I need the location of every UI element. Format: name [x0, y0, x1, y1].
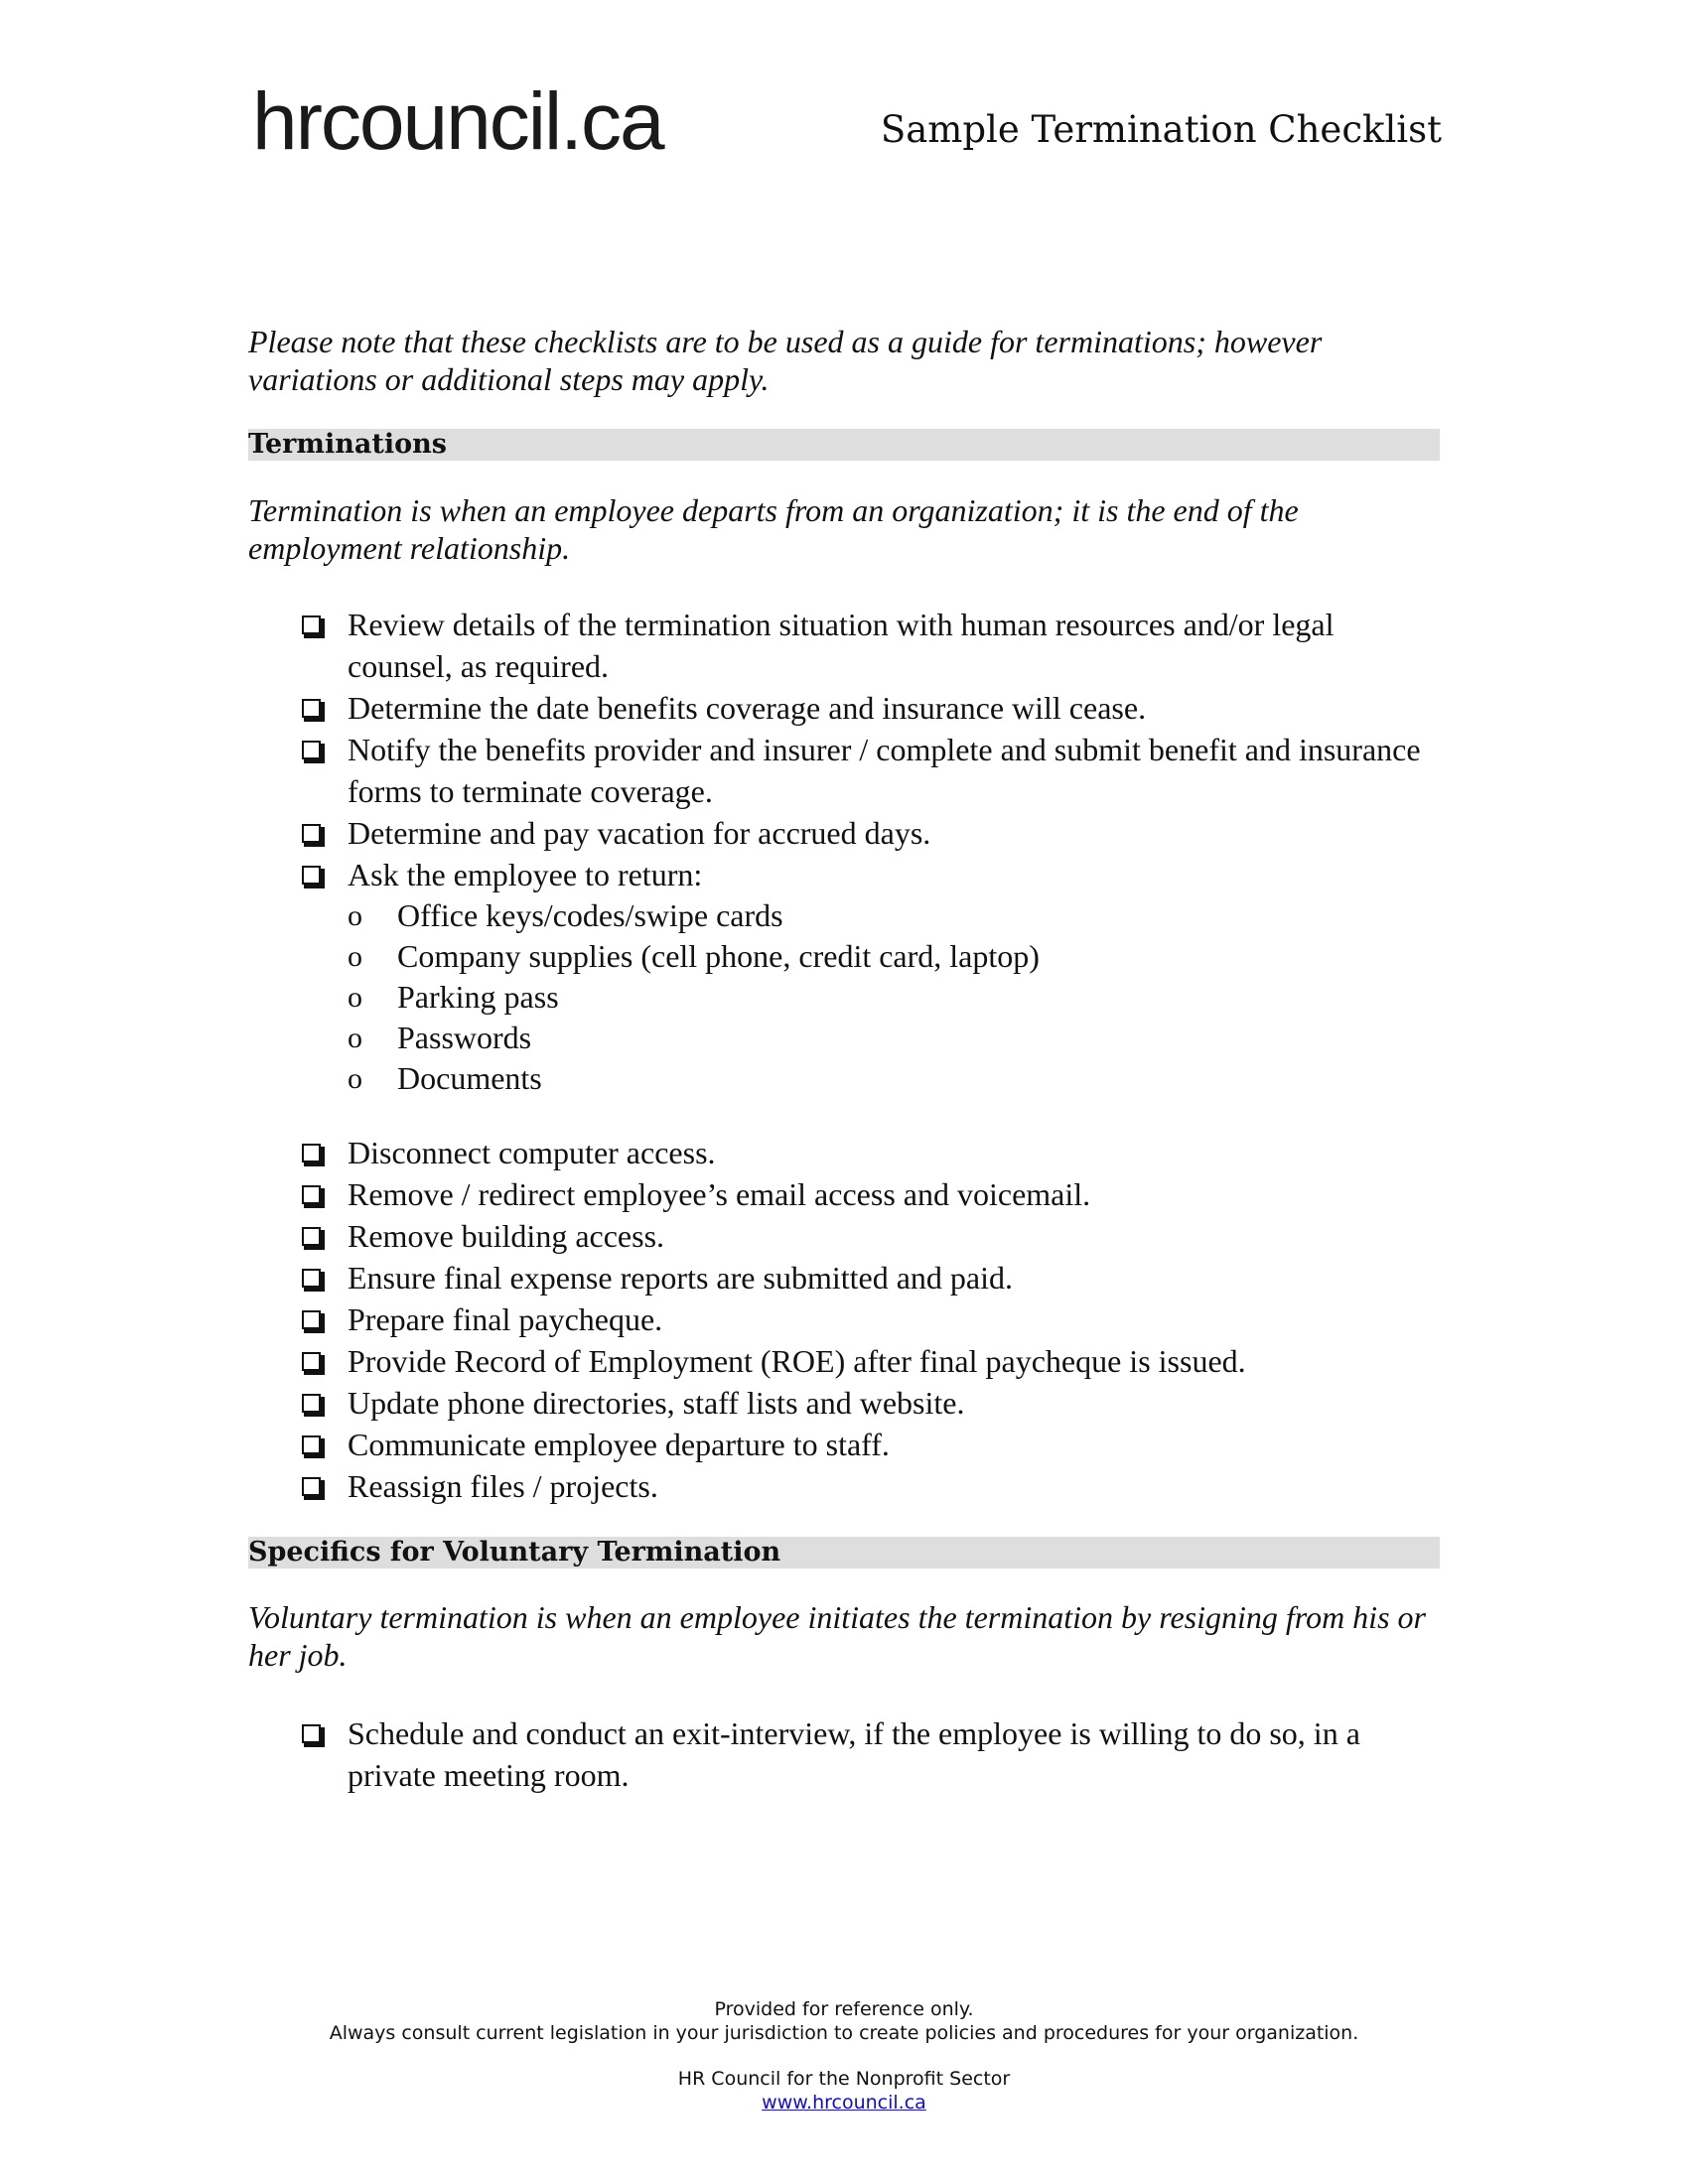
checklist-item-text: Review details of the termination situation with human resources and/or legal counsel, as required.: [348, 607, 1335, 684]
checklist-item: [298, 1712, 1440, 1796]
checkbox-icon[interactable]: [302, 1724, 321, 1743]
checklist-item-text: Determine the date benefits coverage and insurance will cease.: [348, 690, 1147, 726]
footer: [0, 1997, 1688, 2115]
list-item: [298, 977, 1440, 1018]
checklist-item: [298, 854, 1440, 1099]
checklist-item: [298, 687, 1440, 729]
checklist-item: [298, 1173, 1440, 1215]
return-item-text: Passwords: [397, 1020, 532, 1055]
footer-legislation-note: Always consult current legislation in your jurisdiction to create policies and procedures for your organization.: [329, 2022, 1359, 2044]
circle-bullet-icon: o: [348, 1062, 362, 1095]
circle-bullet-icon: o: [348, 981, 362, 1014]
checklist-item-text: Ask the employee to return:: [348, 857, 703, 892]
checklist-item: [298, 1340, 1440, 1382]
checklist-item: [298, 1298, 1440, 1340]
checklist-item-text: Schedule and conduct an exit-interview, if the employee is willing to do so, in a private meeting room.: [348, 1715, 1360, 1793]
checkbox-icon[interactable]: [302, 1310, 321, 1329]
checklist-item: [298, 812, 1440, 854]
intro-note: [248, 323, 1440, 398]
logo: hrcouncil.ca: [252, 76, 663, 167]
terminations-description: [248, 491, 1440, 567]
voluntary-description-text: Voluntary termination is when an employee initiates the termination by resigning from his or her job.: [248, 1599, 1426, 1673]
checklist-item-text: Provide Record of Employment (ROE) after final paycheque is issued.: [348, 1343, 1246, 1379]
document-title: Sample Termination Checklist: [880, 108, 1442, 151]
section-heading-terminations: Terminations: [248, 429, 1440, 461]
terminations-description-text: Termination is when an employee departs from an organization; it is the end of the employment relationship.: [248, 492, 1299, 566]
footer-disclaimer: Provided for reference only.: [714, 1998, 974, 2020]
circle-bullet-icon: o: [348, 940, 362, 973]
return-item-text: Company supplies (cell phone, credit card, laptop): [397, 938, 1040, 974]
checklist-item-text: Prepare final paycheque.: [348, 1301, 663, 1337]
checkbox-icon[interactable]: [302, 1185, 321, 1204]
footer-organization: HR Council for the Nonprofit Sector: [677, 2068, 1011, 2090]
circle-bullet-icon: o: [348, 899, 362, 932]
checklist-item-text: Communicate employee departure to staff.: [348, 1427, 890, 1462]
checklist-item-text: Disconnect computer access.: [348, 1135, 716, 1170]
checkbox-icon[interactable]: [302, 1352, 321, 1371]
section-heading-voluntary: Specifics for Voluntary Termination: [248, 1537, 1440, 1569]
checkbox-icon[interactable]: [302, 824, 321, 843]
checklist-item-text: Reassign files / projects.: [348, 1468, 658, 1504]
checklist-terminations-1: [298, 604, 1440, 1099]
checklist-item-text: Notify the benefits provider and insurer / complete and submit benefit and insurance forms to terminate coverage.: [348, 732, 1421, 809]
checkbox-icon[interactable]: [302, 699, 321, 718]
return-item-text: Documents: [397, 1060, 542, 1096]
checklist-item-text: Ensure final expense reports are submitted and paid.: [348, 1260, 1013, 1296]
checkbox-icon[interactable]: [302, 1269, 321, 1288]
return-item-text: Office keys/codes/swipe cards: [397, 897, 783, 933]
list-item: [298, 895, 1440, 936]
checklist-item: [298, 729, 1440, 812]
checkbox-icon[interactable]: [302, 1394, 321, 1413]
list-item: [298, 1058, 1440, 1099]
checkbox-icon[interactable]: [302, 1227, 321, 1246]
checklist-item: [298, 1257, 1440, 1298]
checklist-item-text: Remove building access.: [348, 1218, 665, 1254]
checklist-terminations-2: [298, 1132, 1440, 1507]
voluntary-description: [248, 1598, 1440, 1674]
checkbox-icon[interactable]: [302, 615, 321, 634]
checklist-item: [298, 1132, 1440, 1173]
checkbox-icon[interactable]: [302, 741, 321, 759]
footer-website-link[interactable]: www.hrcouncil.ca: [762, 2092, 926, 2114]
intro-text: Please note that these checklists are to be used as a guide for terminations; however variations or additional steps may apply.: [248, 324, 1323, 397]
checklist-item: [298, 604, 1440, 687]
checklist-item: [298, 1382, 1440, 1424]
checklist-item-text: Remove / redirect employee’s email access and voicemail.: [348, 1176, 1091, 1212]
checkbox-icon[interactable]: [302, 866, 321, 885]
list-item: [298, 1018, 1440, 1058]
checkbox-icon[interactable]: [302, 1435, 321, 1454]
list-item: [298, 936, 1440, 977]
checkbox-icon[interactable]: [302, 1477, 321, 1496]
checklist-item: [298, 1465, 1440, 1507]
circle-bullet-icon: o: [348, 1022, 362, 1054]
return-item-text: Parking pass: [397, 979, 559, 1015]
checklist-item-text: Determine and pay vacation for accrued days.: [348, 815, 931, 851]
checkbox-icon[interactable]: [302, 1144, 321, 1162]
checklist-item-text: Update phone directories, staff lists and website.: [348, 1385, 965, 1421]
checklist-item: [298, 1424, 1440, 1465]
return-items-list: [298, 895, 1440, 1099]
checklist-item: [298, 1215, 1440, 1257]
checklist-voluntary: [298, 1712, 1440, 1796]
